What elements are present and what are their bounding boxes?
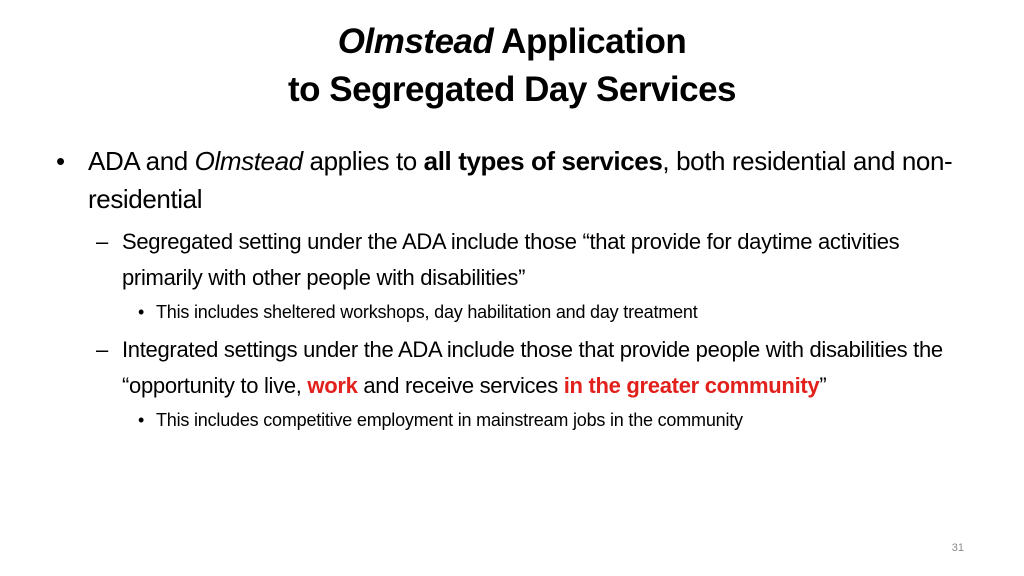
dash-bullet-icon: – bbox=[96, 229, 108, 254]
bullet-text-part: , both residential and non-residential bbox=[88, 146, 953, 214]
bullet-level1-ada bbox=[56, 142, 976, 218]
bullet-level3-sheltered bbox=[56, 298, 976, 326]
title-italic-olmstead: Olmstead bbox=[337, 22, 494, 61]
bullet-text-part: ADA and bbox=[88, 146, 195, 176]
page-number: 31 bbox=[951, 542, 964, 554]
slide-title bbox=[0, 18, 1024, 114]
highlight-work: work bbox=[307, 373, 358, 398]
bullet-dot-icon: • bbox=[138, 410, 145, 430]
slide-body bbox=[56, 142, 976, 434]
bullet-text-bold: all types of services bbox=[423, 146, 663, 176]
bullet-level2-segregated bbox=[56, 224, 976, 296]
bullet-dot-icon: • bbox=[56, 146, 65, 176]
dash-bullet-icon: – bbox=[96, 337, 108, 362]
bullet-text: Segregated setting under the ADA include those “that provide for daytime activities primarily with other people with disabilities” bbox=[122, 229, 900, 290]
bullet-level2-integrated bbox=[56, 332, 976, 404]
bullet-text: This includes competitive employment in mainstream jobs in the community bbox=[156, 410, 743, 430]
title-line-2: to Segregated Day Services bbox=[287, 70, 737, 109]
bullet-text-part: Integrated settings under the ADA include those that provide people with disabilities the “opportunity to live, bbox=[122, 337, 943, 398]
bullet-text: This includes sheltered workshops, day habilitation and day treatment bbox=[156, 302, 698, 322]
bullet-text-part: and receive services bbox=[357, 373, 564, 398]
title-line-1 bbox=[0, 18, 1024, 66]
bullet-text-italic: Olmstead bbox=[194, 146, 303, 176]
bullet-text-part: ” bbox=[819, 373, 827, 398]
title-application: Application bbox=[493, 22, 687, 61]
highlight-greater-community: in the greater community bbox=[563, 373, 820, 398]
bullet-dot-icon: • bbox=[138, 302, 145, 322]
bullet-text-part: applies to bbox=[302, 146, 424, 176]
bullet-level3-competitive bbox=[56, 406, 976, 434]
